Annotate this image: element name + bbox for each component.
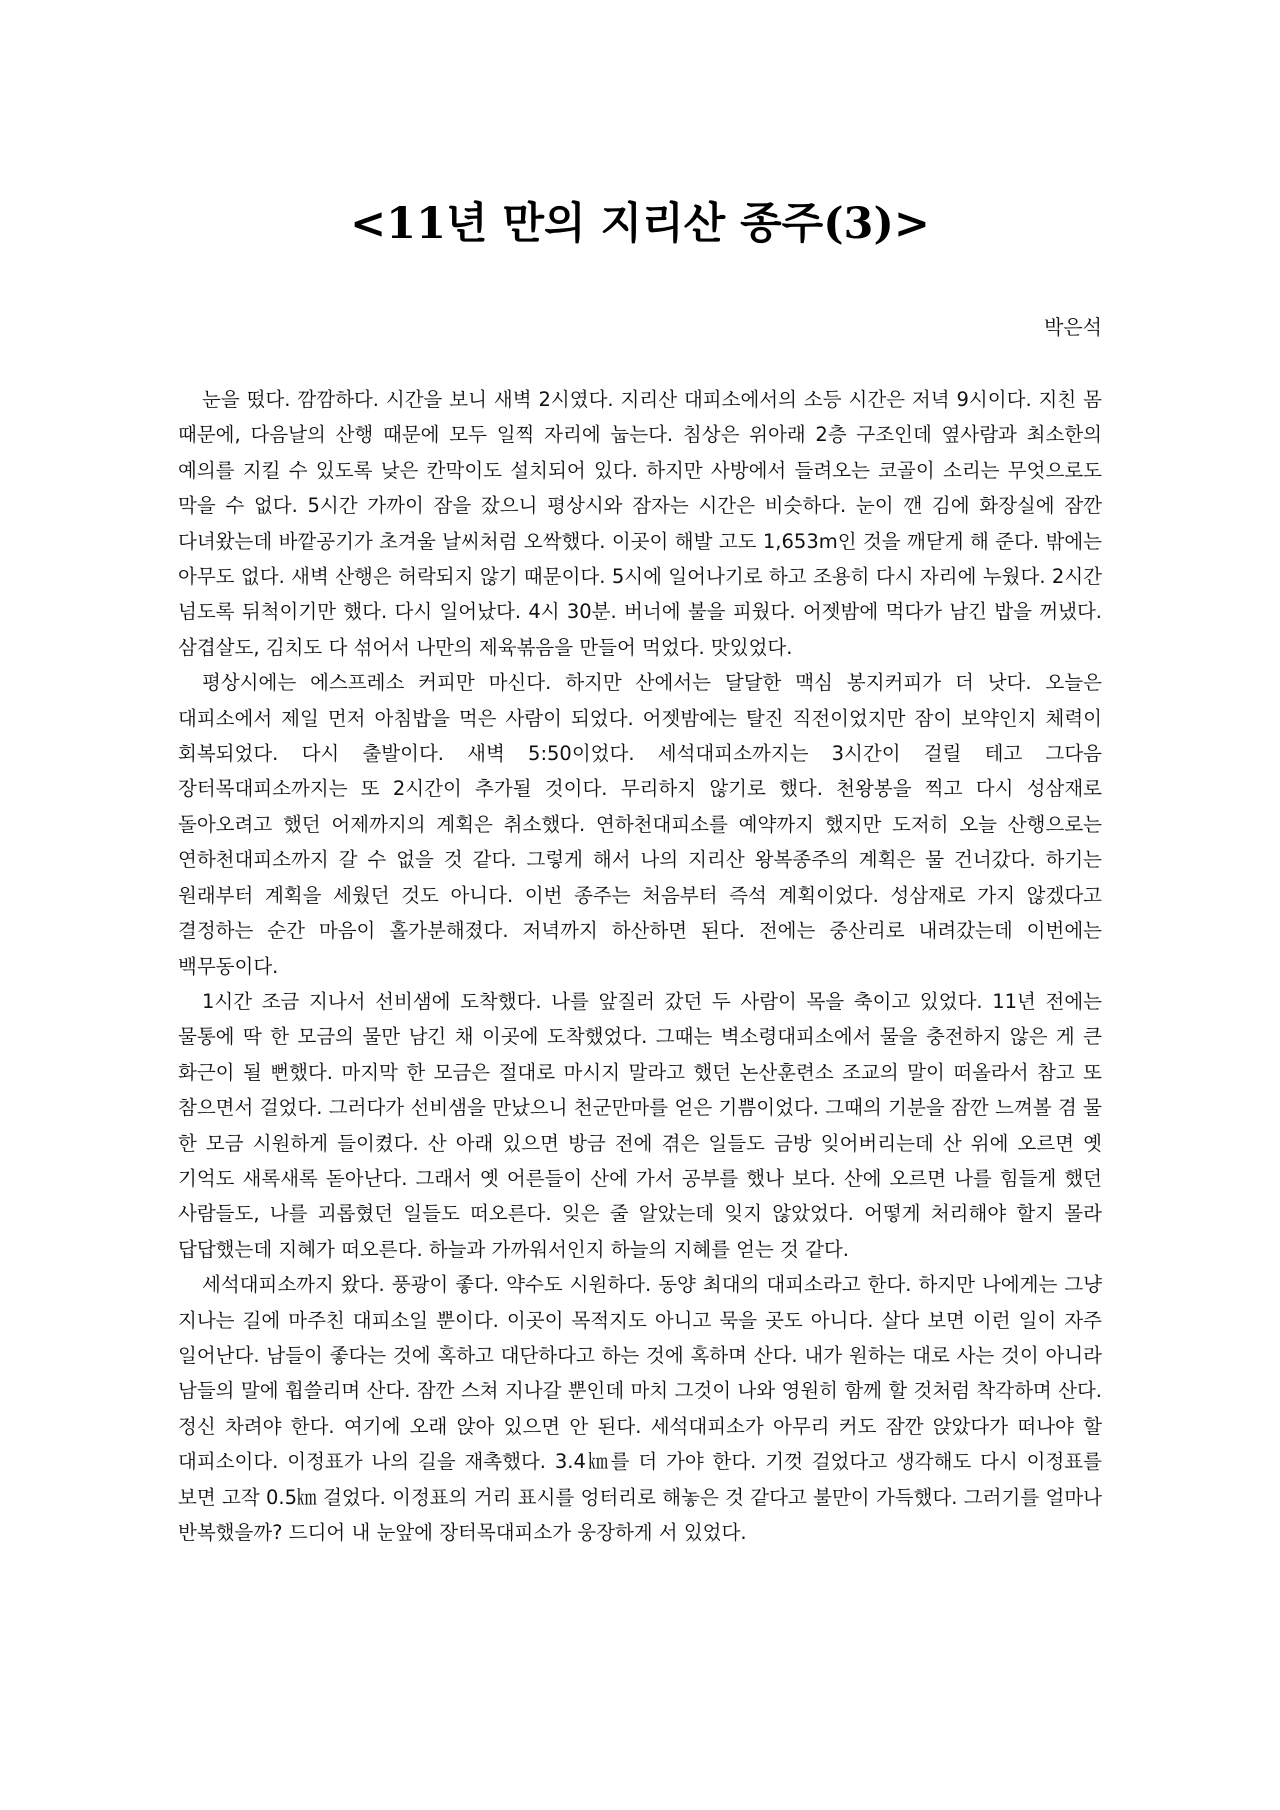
paragraph: 세석대피소까지 왔다. 풍광이 좋다. 약수도 시원하다. 동양 최대의 대피소라고 한다. 하지만 나에게는 그냥 지나는 길에 마주친 대피소일 뿐이다. 이곳이 목적지도 아니고 묵을 곳도 아니다. 살다 보면 이런 일이 자주 일어난다. 남들이 좋다는 것에 혹하고 대단하다고 하는 것에 혹하며 산다. 내가 원하는 대로 사는 것이 아니라 남들의 말에 휩쓸리며 산다. 잠깐 스쳐 지나갈 뿐인데 마치 그것이 나와 영원히 함께 할 것처럼 착각하며 산다. 정신 차려야 한다. 여기에 오래 앉아 있으면 안 된다. 세석대피소가 아무리 커도 잠깐 앉았다가 떠나야 할 대피소이다. 이정표가 나의 길을 재촉했다. 3.4㎞를 더 가야 한다. 기껏 걸었다고 생각해도 다시 이정표를 보면 고작 0.5㎞ 걸었다. 이정표의 거리 표시를 엉터리로 해놓은 것 같다고 불만이 가득했다. 그러기를 얼마나 반복했을까? 드디어 내 눈앞에 장터목대피소가 웅장하게 서 있었다. <box>178 1273 1102 1544</box>
author-name: 박은석 <box>1044 315 1102 339</box>
document-title: <11년 만의 지리산 종주(3)> <box>350 199 930 249</box>
essay-body <box>178 382 1102 1550</box>
paragraph: 눈을 떴다. 깜깜하다. 시간을 보니 새벽 2시였다. 지리산 대피소에서의 소등 시간은 저녁 9시이다. 지친 몸 때문에, 다음날의 산행 때문에 모두 일찍 자리에 눕는다. 침상은 위아래 2층 구조인데 옆사람과 최소한의 예의를 지킬 수 있도록 낮은 칸막이도 설치되어 있다. 하지만 사방에서 들려오는 코골이 소리는 무엇으로도 막을 수 없다. 5시간 가까이 잠을 잤으니 평상시와 잠자는 시간은 비슷하다. 눈이 깬 김에 화장실에 잠깐 다녀왔는데 바깥공기가 초겨울 날씨처럼 오싹했다. 이곳이 해발 고도 1,653m인 것을 깨닫게 해 준다. 밖에는 아무도 없다. 새벽 산행은 허락되지 않기 때문이다. 5시에 일어나기로 하고 조용히 다시 자리에 누웠다. 2시간 넘도록 뒤척이기만 했다. 다시 일어났다. 4시 30분. 버너에 불을 피웠다. 어젯밤에 먹다가 남긴 밥을 꺼냈다. 삼겹살도, 김치도 다 섞어서 나만의 제육볶음을 만들어 먹었다. 맛있었다. <box>178 388 1102 659</box>
paragraph: 1시간 조금 지나서 선비샘에 도착했다. 나를 앞질러 갔던 두 사람이 목을 축이고 있었다. 11년 전에는 물통에 딱 한 모금의 물만 남긴 채 이곳에 도착했었다. 그때는 벽소령대피소에서 물을 충전하지 않은 게 큰 화근이 될 뻔했다. 마지막 한 모금은 절대로 마시지 말라고 했던 논산훈련소 조교의 말이 떠올라서 참고 또 참으면서 걸었다. 그러다가 선비샘을 만났으니 천군만마를 얻은 기쁨이었다. 그때의 기분을 잠깐 느껴볼 겸 물 한 모금 시원하게 들이켰다. 산 아래 있으면 방금 전에 겪은 일들도 금방 잊어버리는데 산 위에 오르면 옛 기억도 새록새록 돋아난다. 그래서 옛 어른들이 산에 가서 공부를 했나 보다. 산에 오르면 나를 힘들게 했던 사람들도, 나를 괴롭혔던 일들도 떠오른다. 잊은 줄 알았는데 잊지 않았었다. 어떻게 처리해야 할지 몰라 답답했는데 지혜가 떠오른다. 하늘과 가까워서인지 하늘의 지혜를 얻는 것 같다. <box>178 989 1102 1261</box>
paragraph: 평상시에는 에스프레소 커피만 마신다. 하지만 산에서는 달달한 맥심 봉지커피가 더 낫다. 오늘은 대피소에서 제일 먼저 아침밥을 먹은 사람이 되었다. 어젯밤에는 탈진 직전이었지만 잠이 보약인지 체력이 회복되었다. 다시 출발이다. 새벽 5:50이었다. 세석대피소까지는 3시간이 걸릴 테고 그다음 장터목대피소까지는 또 2시간이 추가될 것이다. 무리하지 않기로 했다. 천왕봉을 찍고 다시 성삼재로 돌아오려고 했던 어제까지의 계획은 취소했다. 연하천대피소를 예약까지 했지만 도저히 오늘 산행으로는 연하천대피소까지 갈 수 없을 것 같다. 그렇게 해서 나의 지리산 왕복종주의 계획은 물 건너갔다. 하기는 원래부터 계획을 세웠던 것도 아니다. 이번 종주는 처음부터 즉석 계획이었다. 성삼재로 가지 않겠다고 결정하는 순간 마음이 홀가분해졌다. 저녁까지 하산하면 된다. 전에는 중산리로 내려갔는데 이번에는 백무동이다. <box>178 671 1102 978</box>
